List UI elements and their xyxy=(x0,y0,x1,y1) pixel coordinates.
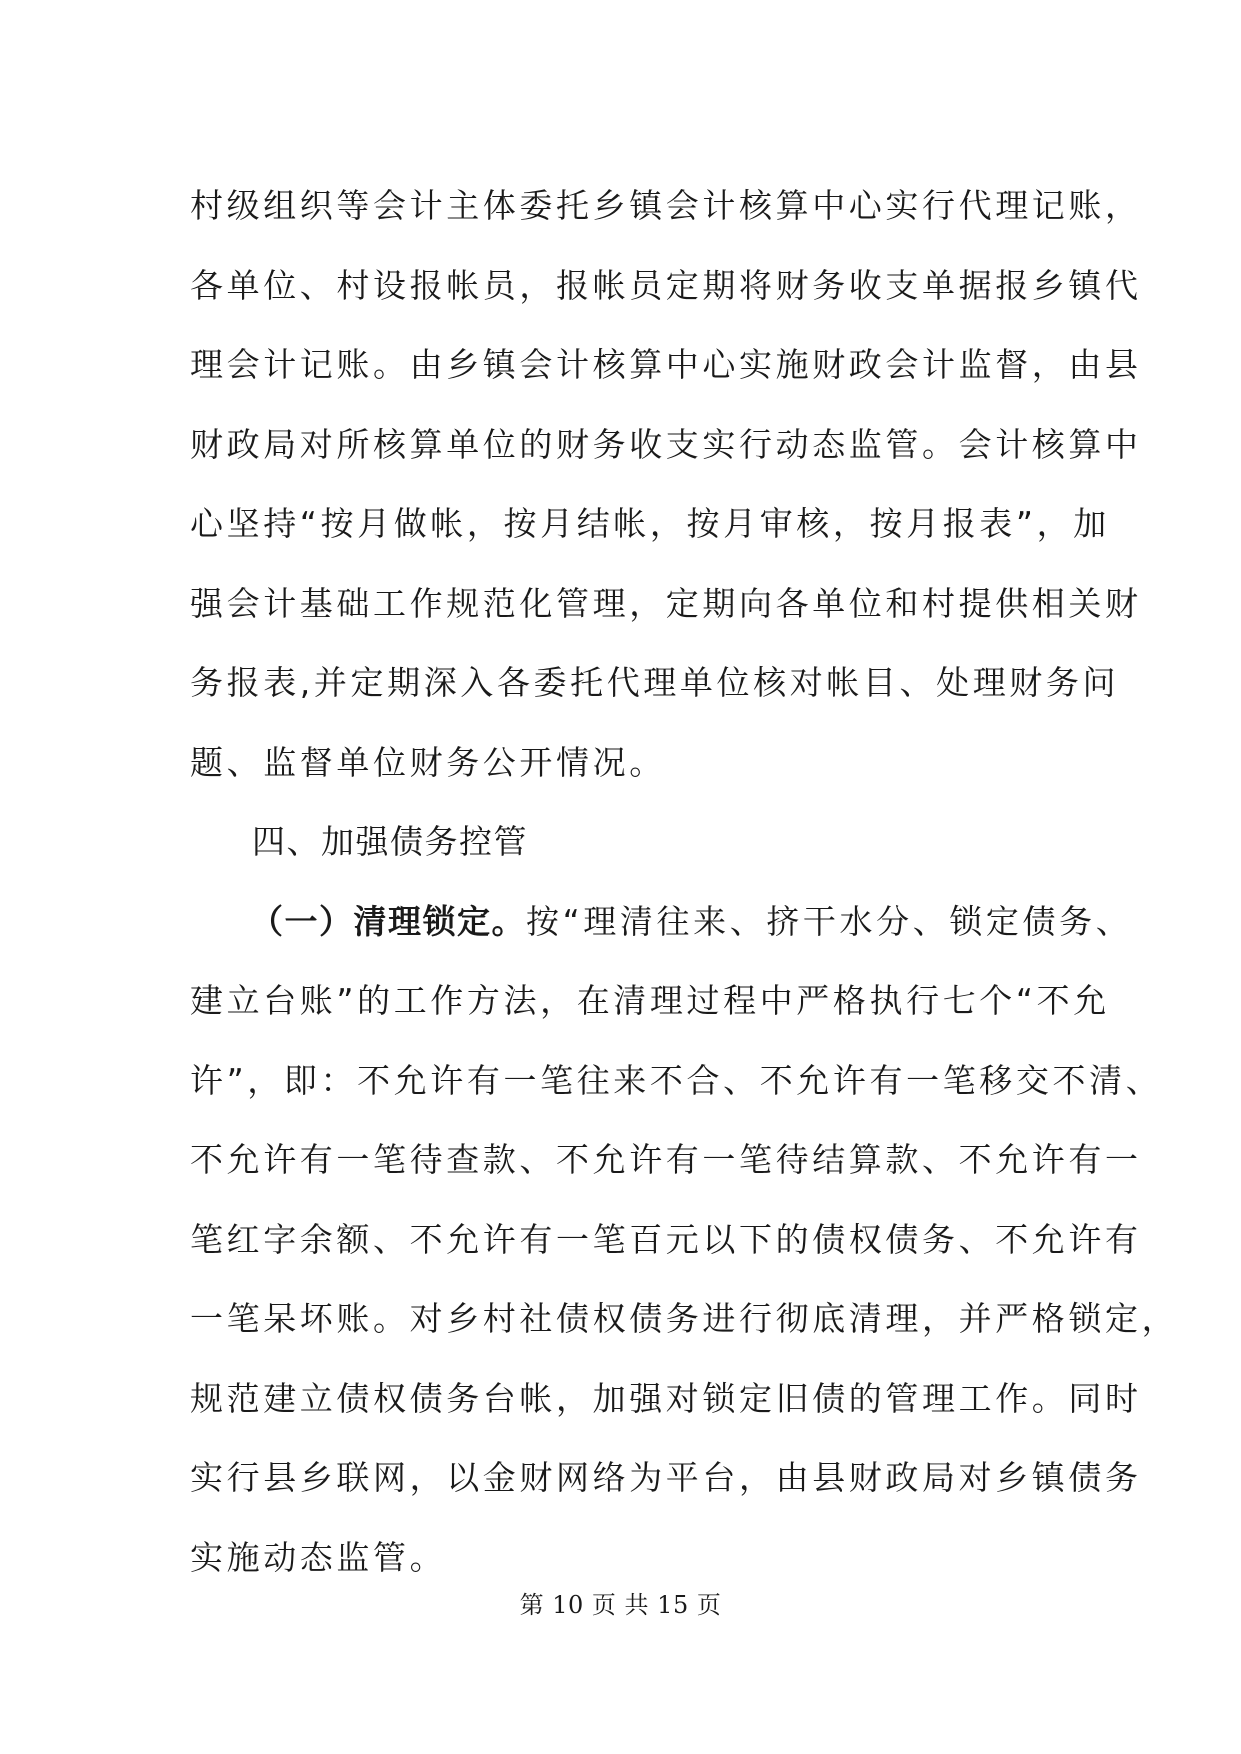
document-body xyxy=(190,166,1179,1597)
paragraph-line: 实行县乡联网，以金财网络为平台，由县财政局对乡镇债务 xyxy=(190,1458,1142,1497)
section-heading: 四、加强债务控管 xyxy=(252,822,528,861)
paragraph-line: 心坚持“按月做帐，按月结帐，按月审核，按月报表”，加 xyxy=(190,504,1110,543)
paragraph-line: 各单位、村设报帐员，报帐员定期将财务收支单据报乡镇代 xyxy=(190,265,1142,305)
paragraph-line: 许”，即：不允许有一笔往来不合、不允许有一笔移交不清、 xyxy=(190,1060,1163,1100)
paragraph-line: 实施动态监管。 xyxy=(190,1537,447,1577)
paragraph-line: 村级组织等会计主体委托乡镇会计核算中心实行代理记账， xyxy=(190,186,1142,225)
paragraph-line: 务报表,并定期深入各委托代理单位核对帐目、处理财务问 xyxy=(190,663,1120,702)
paragraph-line: 强会计基础工作规范化管理，定期向各单位和村提供相关财 xyxy=(190,583,1142,623)
paragraph-line: 题、监督单位财务公开情况。 xyxy=(190,742,666,782)
page-number-footer: 第 10 页 共 15 页 xyxy=(519,1591,722,1619)
paragraph-line: 理会计记账。由乡镇会计核算中心实施财政会计监督，由县 xyxy=(190,345,1142,384)
paragraph-line: 建立台账”的工作方法，在清理过程中严格执行七个“不允 xyxy=(190,981,1110,1020)
paragraph-line: 不允许有一笔待查款、不允许有一笔待结算款、不允许有一 xyxy=(190,1140,1142,1179)
subsection-first-line-text: 按“理清往来、挤干水分、锁定债务、 xyxy=(526,901,1133,941)
paragraph-line: 一笔呆坏账。对乡村社债权债务进行彻底清理，并严格锁定， xyxy=(190,1299,1179,1338)
subsection-title: （一）清理锁定。 xyxy=(250,901,526,941)
paragraph-line: 财政局对所核算单位的财务收支实行动态监管。会计核算中 xyxy=(190,424,1142,464)
paragraph-line: 规范建立债权债务台帐，加强对锁定旧债的管理工作。同时 xyxy=(190,1378,1142,1418)
subsection-first-line xyxy=(190,882,1133,962)
paragraph-line: 笔红字余额、不允许有一笔百元以下的债权债务、不允许有 xyxy=(190,1219,1142,1259)
